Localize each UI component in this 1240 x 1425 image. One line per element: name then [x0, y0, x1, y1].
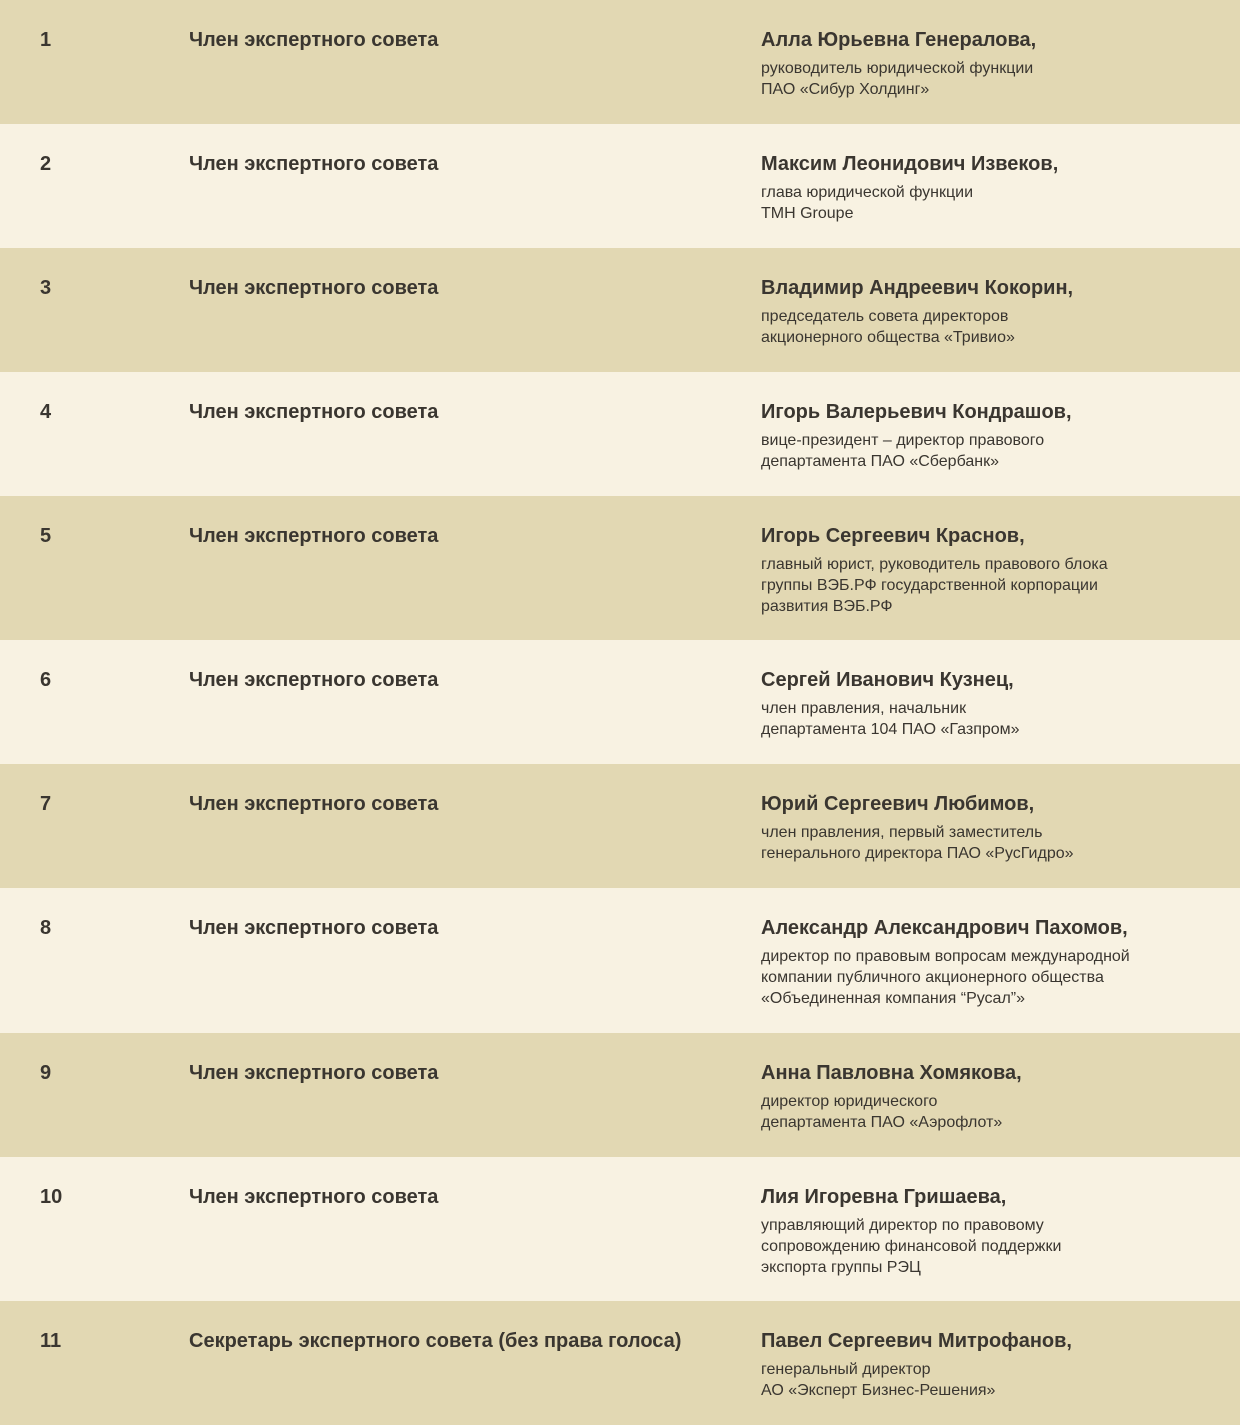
- person-position: управляющий директор по правовому сопровождению финансовой поддержки экспорта группы РЭЦ: [761, 1217, 1062, 1276]
- person-name: Юрий Сергеевич Любимов,: [761, 793, 1035, 815]
- row-number: 4: [40, 401, 52, 423]
- table-row: [0, 248, 1240, 372]
- person-name: Сергей Иванович Кузнец,: [761, 669, 1014, 691]
- person-name: Владимир Андреевич Кокорин,: [761, 277, 1074, 299]
- row-person: [761, 524, 1221, 617]
- row-person: [761, 1185, 1221, 1278]
- table-row: [0, 640, 1240, 764]
- row-role: Член экспертного совета: [189, 277, 439, 299]
- table-row: [0, 888, 1240, 1033]
- row-person: [761, 276, 1221, 348]
- row-role: Член экспертного совета: [189, 153, 439, 175]
- row-number: 10: [40, 1186, 63, 1208]
- person-position: член правления, первый заместитель генерального директора ПАО «РусГидро»: [761, 824, 1074, 862]
- row-number: 11: [40, 1330, 62, 1352]
- person-name: Максим Леонидович Извеков,: [761, 153, 1059, 175]
- row-number: 5: [40, 525, 52, 547]
- row-number: 2: [40, 153, 52, 175]
- row-role: Член экспертного совета: [189, 525, 439, 547]
- table-row: [0, 764, 1240, 888]
- person-name: Алла Юрьевна Генералова,: [761, 29, 1037, 51]
- row-person: [761, 792, 1221, 864]
- person-position: председатель совета директоров акционерного общества «Тривио»: [761, 308, 1015, 346]
- row-person: [761, 1061, 1221, 1133]
- table-row: [0, 1157, 1240, 1301]
- row-person: [761, 668, 1221, 740]
- table-row: [0, 1301, 1240, 1425]
- row-number: 9: [40, 1062, 52, 1084]
- person-position: генеральный директор АО «Эксперт Бизнес-Решения»: [761, 1361, 996, 1399]
- row-role: Член экспертного совета: [189, 793, 439, 815]
- row-number: 6: [40, 669, 52, 691]
- row-role: Член экспертного совета: [189, 917, 439, 939]
- table-row: [0, 372, 1240, 496]
- row-role: Член экспертного совета: [189, 29, 439, 51]
- person-position: главный юрист, руководитель правового блока группы ВЭБ.РФ государственной корпорации развития ВЭБ.РФ: [761, 556, 1108, 615]
- table-row: [0, 496, 1240, 640]
- row-person: [761, 400, 1221, 472]
- row-role: Секретарь экспертного совета (без права голоса): [189, 1330, 682, 1352]
- person-name: Анна Павловна Хомякова,: [761, 1062, 1022, 1084]
- row-role: Член экспертного совета: [189, 401, 439, 423]
- person-name: Павел Сергеевич Митрофанов,: [761, 1330, 1072, 1352]
- person-name: Игорь Сергеевич Краснов,: [761, 525, 1025, 547]
- row-number: 7: [40, 793, 52, 815]
- table-row: [0, 124, 1240, 248]
- row-person: [761, 28, 1221, 100]
- person-position: руководитель юридической функции ПАО «Сибур Холдинг»: [761, 60, 1034, 98]
- row-number: 1: [40, 29, 52, 51]
- row-person: [761, 1329, 1221, 1401]
- row-number: 3: [40, 277, 52, 299]
- person-position: директор юридического департамента ПАО «Аэрофлот»: [761, 1093, 1003, 1131]
- row-number: 8: [40, 917, 52, 939]
- row-role: Член экспертного совета: [189, 669, 439, 691]
- person-position: вице-президент – директор правового департамента ПАО «Сбербанк»: [761, 432, 1045, 470]
- person-position: директор по правовым вопросам международной компании публичного акционерного общества «Объединенная компания “Русал”»: [761, 948, 1130, 1007]
- row-role: Член экспертного совета: [189, 1062, 439, 1084]
- person-position: член правления, начальник департамента 104 ПАО «Газпром»: [761, 700, 1020, 738]
- row-person: [761, 152, 1221, 224]
- person-name: Александр Александрович Пахомов,: [761, 917, 1128, 939]
- table-row: [0, 0, 1240, 124]
- person-position: глава юридической функции ТМН Groupe: [761, 184, 974, 222]
- person-name: Лия Игоревна Гришаева,: [761, 1186, 1007, 1208]
- table-row: [0, 1033, 1240, 1157]
- row-person: [761, 916, 1221, 1009]
- person-name: Игорь Валерьевич Кондрашов,: [761, 401, 1072, 423]
- row-role: Член экспертного совета: [189, 1186, 439, 1208]
